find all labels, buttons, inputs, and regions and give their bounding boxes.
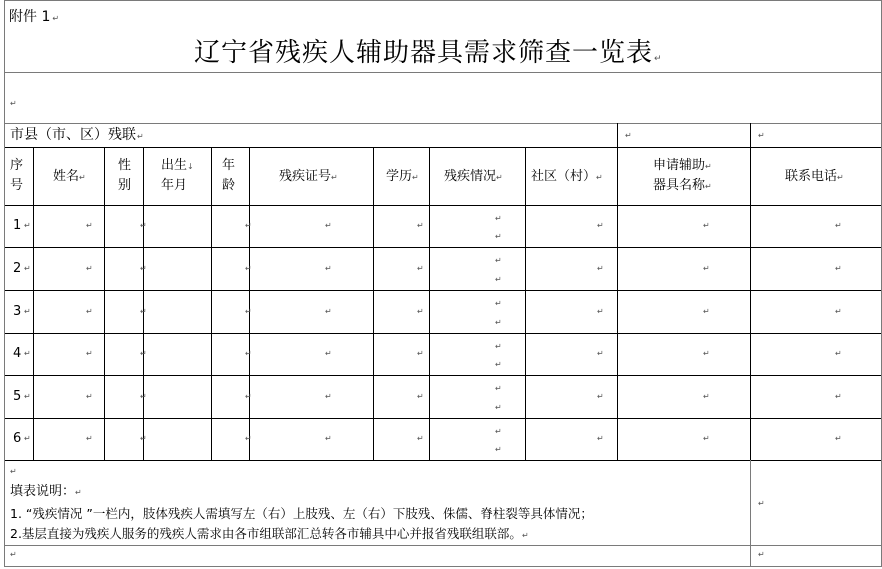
row-number: 1	[13, 218, 22, 233]
paragraph-mark: ↵	[597, 306, 604, 316]
paragraph-mark: ↵	[140, 434, 147, 443]
paragraph-mark: ↵	[495, 342, 502, 351]
header-phone: 联系电话↵	[785, 169, 844, 184]
paragraph-mark: ↵	[625, 131, 632, 140]
header-name: 姓名↵	[53, 169, 86, 184]
paragraph-mark: ↵	[835, 221, 842, 230]
paragraph-mark: ↵	[24, 306, 31, 316]
row-number: 3	[13, 303, 22, 319]
paragraph-mark: ↵	[495, 299, 502, 308]
paragraph-mark: ↵	[140, 391, 147, 401]
paragraph-mark: ↵	[495, 384, 502, 393]
paragraph-mark: ↵	[24, 263, 31, 273]
paragraph-mark: ↵	[417, 391, 424, 401]
paragraph-mark: ↵	[417, 263, 424, 273]
paragraph-mark: ↵	[703, 391, 710, 401]
paragraph-mark: ↵	[417, 306, 424, 316]
paragraph-mark: ↵	[10, 467, 17, 476]
paragraph-mark: ↵	[325, 263, 332, 273]
paragraph-mark: ↵	[325, 434, 332, 443]
header-disability: 残疾情况↵	[444, 169, 503, 184]
notes-heading: 填表说明：↵	[10, 484, 82, 499]
header-cert: 残疾证号↵	[279, 169, 338, 184]
region-label: 市县（市、区）残联↵	[10, 127, 144, 143]
paragraph-mark: ↵	[758, 131, 765, 140]
paragraph-mark: ↵	[758, 499, 765, 508]
paragraph-mark: ↵	[597, 434, 604, 443]
notes-line-1: 1. “残疾情况 ”一栏内，肢体残疾人需填写左（右）上肢残、左（右）下肢残、侏儒、脊柱裂等具体情况；	[10, 506, 593, 521]
row-number: 2	[13, 260, 22, 276]
row-number: 4	[13, 346, 22, 361]
paragraph-mark: ↵	[495, 445, 502, 454]
paragraph-mark: ↵	[703, 221, 710, 230]
header-gender-line1: 性	[118, 158, 132, 173]
header-device-line2: 器具名称↵	[653, 178, 712, 193]
paragraph-mark: ↵	[325, 306, 332, 316]
paragraph-mark: ↵	[245, 434, 252, 443]
paragraph-mark: ↵	[86, 221, 93, 230]
paragraph-mark: ↵	[24, 221, 31, 230]
header-gender-line2: 别	[118, 178, 132, 193]
paragraph-mark: ↵	[10, 550, 17, 559]
header-age-line2: 龄	[222, 178, 236, 193]
paragraph-mark: ↵	[495, 256, 502, 265]
paragraph-mark: ↵	[10, 99, 17, 108]
paragraph-mark: ↵	[495, 403, 502, 412]
row-number: 6	[13, 431, 22, 446]
paragraph-mark: ↵	[495, 318, 502, 327]
paragraph-mark: ↵	[495, 427, 502, 436]
paragraph-mark: ↵	[495, 275, 502, 284]
paragraph-mark: ↵	[140, 306, 147, 316]
paragraph-mark: ↵	[758, 550, 765, 559]
paragraph-mark: ↵	[597, 349, 604, 358]
header-birth-line1: 出生↓	[161, 158, 194, 173]
header-education: 学历↵	[386, 169, 419, 184]
header-birth-line2: 年月	[161, 178, 188, 193]
paragraph-mark: ↵	[703, 434, 710, 443]
header-community: 社区（村）↵	[531, 169, 603, 184]
header-seq-line2: 号	[10, 178, 24, 193]
paragraph-mark: ↵	[86, 391, 93, 401]
paragraph-mark: ↵	[703, 306, 710, 316]
paragraph-mark: ↵	[325, 349, 332, 358]
paragraph-mark: ↵	[24, 391, 31, 401]
paragraph-mark: ↵	[417, 434, 424, 443]
header-age-line1: 年	[222, 158, 236, 173]
paragraph-mark: ↵	[245, 349, 252, 358]
paragraph-mark: ↵	[835, 263, 842, 273]
attachment-label: 附件 1 ↵	[9, 9, 60, 25]
paragraph-mark: ↵	[835, 306, 842, 316]
paragraph-mark: ↵	[140, 221, 147, 230]
paragraph-mark: ↵	[495, 232, 502, 241]
paragraph-mark: ↵	[325, 391, 332, 401]
paragraph-mark: ↵	[245, 391, 252, 401]
paragraph-mark: ↵	[417, 221, 424, 230]
header-device-line1: 申请辅助↵	[653, 158, 712, 173]
paragraph-mark: ↵	[86, 434, 93, 443]
page-title: 辽宁省残疾人辅助器具需求筛查一览表↵	[194, 38, 663, 68]
paragraph-mark: ↵	[835, 434, 842, 443]
paragraph-mark: ↵	[597, 221, 604, 230]
paragraph-mark: ↵	[86, 306, 93, 316]
paragraph-mark: ↵	[495, 360, 502, 369]
header-seq-line1: 序	[10, 158, 24, 173]
paragraph-mark: ↵	[24, 349, 31, 358]
paragraph-mark: ↵	[245, 306, 252, 316]
paragraph-mark: ↵	[86, 263, 93, 273]
paragraph-mark: ↵	[703, 263, 710, 273]
paragraph-mark: ↵	[140, 263, 147, 273]
paragraph-mark: ↵	[417, 349, 424, 358]
paragraph-mark: ↵	[140, 349, 147, 358]
notes-line-2: 2.基层直接为残疾人服务的残疾人需求由各市组联部汇总转各市辅具中心并报省残联组联部。↵	[10, 526, 529, 541]
paragraph-mark: ↵	[597, 263, 604, 273]
paragraph-mark: ↵	[835, 349, 842, 358]
paragraph-mark: ↵	[325, 221, 332, 230]
paragraph-mark: ↵	[245, 263, 252, 273]
paragraph-mark: ↵	[703, 349, 710, 358]
paragraph-mark: ↵	[597, 391, 604, 401]
paragraph-mark: ↵	[495, 214, 502, 223]
row-number: 5	[13, 388, 22, 404]
paragraph-mark: ↵	[86, 349, 93, 358]
paragraph-mark: ↵	[835, 391, 842, 401]
paragraph-mark: ↵	[24, 434, 31, 443]
paragraph-mark: ↵	[245, 221, 252, 230]
